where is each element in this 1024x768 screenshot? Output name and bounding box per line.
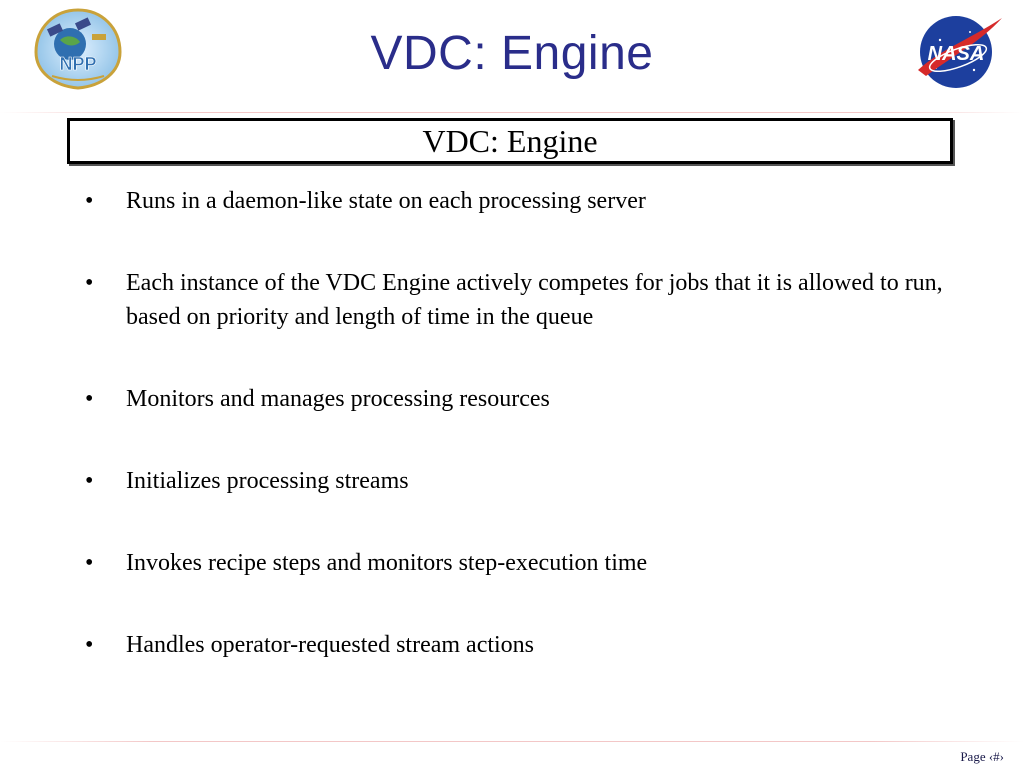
section-heading-box: [67, 118, 953, 164]
bullet-text: Runs in a daemon-like state on each processing server: [126, 188, 646, 214]
page-number: Page ‹#›: [960, 749, 1004, 764]
bullet-item: [85, 184, 945, 218]
bullet-icon: •: [85, 550, 94, 576]
bullet-text: Each instance of the VDC Engine actively competes for jobs that it is allowed to run, based on priority and length of time in the queue: [126, 270, 943, 330]
bullet-icon: •: [85, 270, 94, 296]
bullet-item: [85, 266, 945, 334]
bullet-icon: •: [85, 632, 94, 658]
npp-logo-text: NPP: [59, 54, 97, 74]
nasa-logo-text: NASA: [927, 43, 985, 65]
bullet-text: Invokes recipe steps and monitors step-execution time: [126, 550, 648, 576]
bullet-item: [85, 628, 945, 662]
bullet-item: [85, 464, 945, 498]
bullet-icon: •: [85, 188, 94, 214]
bullet-item: [85, 382, 945, 416]
bullet-text: Monitors and manages processing resources: [126, 386, 550, 412]
bullet-icon: •: [85, 468, 94, 494]
bullet-text: Handles operator-requested stream actions: [126, 632, 535, 658]
bullet-icon: •: [85, 386, 94, 412]
bullet-text: Initializes processing streams: [126, 468, 409, 494]
slide-title: VDC: Engine: [370, 27, 654, 80]
header-divider: [0, 112, 1024, 113]
footer-divider: [0, 741, 1024, 742]
bullet-list: [85, 184, 945, 710]
section-heading: VDC: Engine: [422, 123, 598, 159]
bullet-item: [85, 546, 945, 580]
